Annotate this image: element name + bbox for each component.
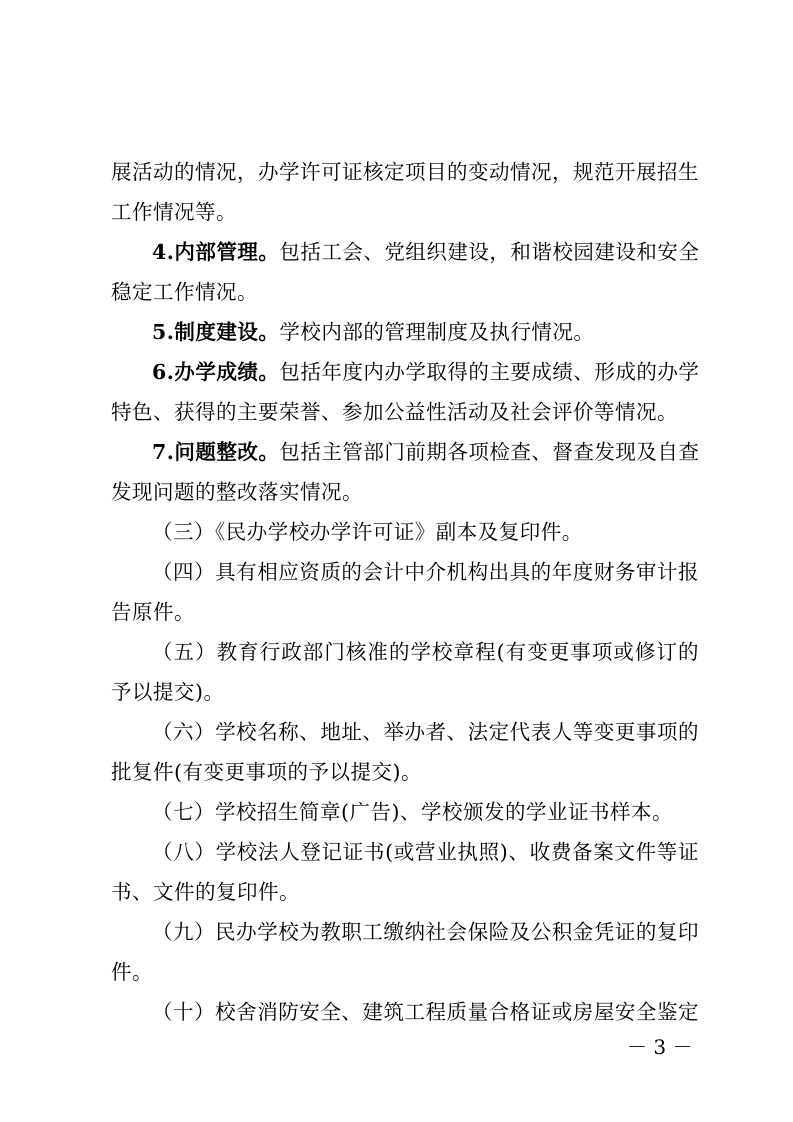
text-line: 展活动的情况，办学许可证核定项目的变动情况，规范开展招生 (111, 160, 699, 184)
item-heading: 6.办学成绩。 (152, 360, 280, 384)
item-heading: 7.问题整改。 (152, 440, 280, 464)
text-line: （四）具有相应资质的会计中介机构出具的年度财务审计报 (152, 560, 699, 584)
item-heading: 4.内部管理。 (152, 240, 280, 264)
text-line: 告原件。 (111, 600, 195, 624)
text-line: （八）学校法人登记证书(或营业执照)、收费备案文件等证 (152, 840, 699, 864)
text-line: （九）民办学校为教职工缴纳社会保险及公积金凭证的复印 (152, 920, 699, 944)
text-line: 稳定工作情况。 (111, 280, 258, 304)
text-line: 6.办学成绩。包括年度内办学取得的主要成绩、形成的办学 (152, 360, 700, 384)
text-line: 发现问题的整改落实情况。 (111, 480, 363, 504)
text-line: 批复件(有变更事项的予以提交)。 (111, 760, 422, 784)
text-line: （十）校舍消防安全、建筑工程质量合格证或房屋安全鉴定 (152, 1000, 699, 1024)
text-line: 件。 (111, 960, 153, 984)
text-line: 予以提交)。 (111, 680, 225, 704)
page-number: － 3 － (627, 1035, 693, 1059)
document-body (111, 152, 699, 1032)
text-line: 特色、获得的主要荣誉、参加公益性活动及社会评价等情况。 (111, 400, 678, 424)
text-line: 书、文件的复印件。 (111, 880, 300, 904)
text-line: 7.问题整改。包括主管部门前期各项检查、督查发现及自查 (152, 440, 700, 464)
text-line: 5.制度建设。学校内部的管理制度及执行情况。 (152, 320, 595, 344)
text-line: （六）学校名称、地址、举办者、法定代表人等变更事项的 (152, 720, 699, 744)
item-heading: 5.制度建设。 (152, 320, 280, 344)
text-line: 4.内部管理。包括工会、党组织建设，和谐校园建设和安全 (152, 240, 700, 264)
text-line: （三）《民办学校办学许可证》副本及复印件。 (152, 520, 583, 544)
text-line: （七）学校招生简章(广告)、学校颁发的学业证书样本。 (152, 800, 673, 824)
text-line: 工作情况等。 (111, 200, 237, 224)
text-line: （五）教育行政部门核准的学校章程(有变更事项或修订的 (152, 640, 699, 664)
